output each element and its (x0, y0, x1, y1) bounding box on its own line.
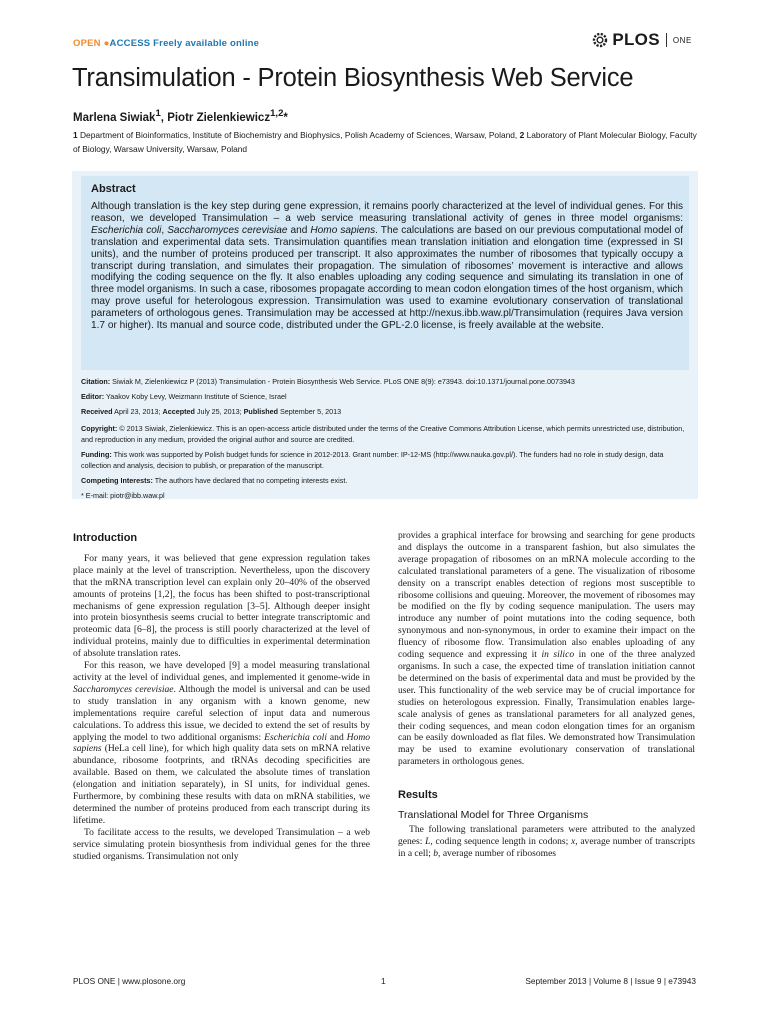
affiliations (73, 129, 701, 156)
author-affil-sup: 1 (155, 108, 161, 119)
copyright (81, 424, 693, 445)
text-span: (HeLa cell line), for which high quality data sets on mRNA relative abundance, ribosome footprints, and tRNAs decoding specificities are available. Based on them, we calculated the absolute times of translation (elongation and initiation separately), in SI units, for individual genes. Furthermore, by combining these results with data on mRNA stabilities, we determined the number of proteins produced from each transcript during its lifetime. (73, 743, 370, 826)
abstract-span: Although translation is the key step during gene expression, it remains poorly characterized at the level of individual genes. For this reason, we developed Transimulation – a web service measuring translational activity of genes in three model organisms: (91, 201, 683, 224)
author-affil-sup: 1,2 (270, 108, 284, 119)
organism-name: Saccharomyces cerevisiae (167, 224, 288, 236)
citation (81, 377, 693, 388)
funding (81, 450, 693, 471)
organism-name: Saccharomyces cerevisiae (73, 683, 174, 695)
open-access-banner (73, 38, 259, 49)
variable: x (570, 835, 576, 847)
received-date: April 23, 2013; (112, 407, 163, 416)
abstract-span: , (161, 224, 168, 236)
italic-term: in silico (541, 649, 575, 661)
affil-text: Laboratory of Plant Molecular Biology, Faculty of Biology, Warsaw University, Warsaw, Poland (73, 130, 697, 154)
text-span: provides a graphical interface for browsing and searching for gene products and displays the outcome in a transparent fashion, but also simulates the average propagation of ribosomes on an mRNA molecule according to the calculated translational parameters of a gene. The visualization of ribosome density on a transcript enables detection of regions most susceptible to ribosome collisions and queuing. Moreover, the movement of ribosomes may be modified on the fly by coding sequence manipulation. The users may introduce any number of point mutations into the coding sequence, both synonymous and non-synonymous, in order to examine their impact on the fluency of ribosome flow. Transimulation also enables uploading of any coding sequence and expressing it (398, 530, 695, 661)
paragraph (73, 660, 370, 827)
dates (81, 407, 693, 418)
text-span: and (327, 731, 347, 743)
organism-name: Homo sapiens (73, 731, 370, 755)
competing-interests (81, 476, 693, 487)
text-span: The following translational parameters were attributed to the analyzed genes: (398, 823, 695, 847)
one-wordmark: ONE (672, 35, 692, 45)
copyright-text: © 2013 Siwiak, Zielenkiewicz. This is an open-access article distributed under the terms of the Creative Commons Attribution License, which permits unrestricted use, distribution, and reproduction in any medium, provided the original author and source are credited. (81, 424, 685, 444)
variable: L (425, 835, 431, 847)
organism-name: Escherichia coli (91, 224, 162, 236)
left-column (73, 533, 370, 862)
published-label: Published (243, 407, 278, 416)
footer-journal: PLOS ONE | www.plosone.org (73, 976, 186, 986)
paragraph: To facilitate access to the results, we developed Transimulation – a web service simulating protein biosynthesis from individual genes for the three studied organisms. Transimulation not only (73, 826, 370, 862)
organism-name: Homo sapiens (310, 224, 376, 236)
text-span: , average number of transcripts in a cell; (398, 835, 695, 859)
affil-number: 2 (519, 130, 525, 140)
text-span: , coding sequence length in codons; (430, 835, 571, 847)
paragraph (398, 824, 695, 860)
citation-text: Siwiak M, Zielenkiewicz P (2013) Transimulation - Protein Biosynthesis Web Service. PLoS ONE 8(9): e73943. doi:10.1371/journal.pone.0073943 (110, 377, 575, 386)
copyright-label: Copyright: (81, 424, 118, 433)
footer-issue: September 2013 | Volume 8 | Issue 9 | e73943 (525, 976, 696, 986)
author-list (73, 108, 288, 124)
citation-label: Citation: (81, 377, 111, 386)
right-column (398, 530, 695, 860)
paragraph: For many years, it was believed that gene expression regulation takes place mainly at the level of transcription. Nevertheless, upon the discovery that the mRNA transcription level can explain only 20–40% of the observed amounts of proteins [1,2], the focus has been shifted to post-transcriptional mechanisms of gene expression regulation [3–5]. Although deeper insight into protein biosynthesis seems crucial to better integrate transcriptomic and proteomic data [6–8], the process is still poorly characterized at the level of individual proteins, mainly due to difficulties in experimental determination of absolute translation rates. (73, 552, 370, 660)
logo-divider (666, 33, 667, 47)
competing-text: The authors have declared that no competing interests exist. (152, 476, 348, 485)
editor (81, 392, 693, 403)
access-label: ACCESS (109, 38, 151, 49)
abstract-panel (81, 176, 689, 370)
abstract-span: . The calculations are based on our previous computational model of translation and experimental data sets. Transimulation quantifies mean translation initiation and elongation time (expressed in SI units), and the number of proteins produced per transcript. It also approximates the number of ribosomes that typically occupy a transcript during translation, and simulates their propagation. The simulation of ribosomes’ movement is interactive and allows modifying the coding sequence on the fly. It also enables uploading any coding sequence and simulating its translation in one of three model organisms. In such a case, ribosomes propagate according to mean codon elongation times of the host organism, which may prove useful for heterologous expression. Transimulation was used to examine evolutionary conservation of translational parameters of orthologous genes. Transimulation may be accessed at http://nexus.ibb.waw.pl/Transimulation (requires Java version 1.7 or higher). Its manual and source code, distributed under the GPL-2.0 license, is freely available at the website. (91, 224, 683, 332)
editor-text: Yaakov Koby Levy, Weizmann Institute of Science, Israel (104, 392, 287, 401)
editor-label: Editor: (81, 392, 105, 401)
corresponding-mark: * (283, 111, 288, 124)
open-access-lock-icon: ● (103, 38, 110, 49)
open-label: OPEN (73, 38, 101, 49)
text-span: For this reason, we have developed [9] a model measuring translational activity at the level of individual genes, and implemented it genome-wide in (73, 660, 370, 683)
affil-text: Department of Bioinformatics, Institute of Biochemistry and Biophysics, Polish Academy of Sciences, Warsaw, Poland, (80, 130, 520, 140)
competing-label: Competing Interests: (81, 476, 153, 485)
author-name: Piotr Zielenkiewicz (167, 111, 271, 124)
text-span: in one of the three analyzed organisms. In such a case, the expected time of translation initiation cannot be determined on the basis of experimental data and must be provided by the user. This functionality of the web service may be of crucial importance for studies on heterologous expression. Finally, Transimulation enables large-scale analysis of genes as translational parameters for all analyzed genes, their coding sequences, and mean codon elongation times for an organism can be easily downloaded as flat files. We demonstrated how Transimulation may be used to examine evolutionary conservation of translational parameters in orthologous genes. (398, 649, 695, 768)
accepted-date: July 25, 2013; (194, 407, 244, 416)
text-span: . Although the model is universal and can be used to study translation in any organism with a known genome, new implementations require careful selection of input data and numerous calculations. To address this issue, we decided to extend the set of results by applying the model to two additional organisms: (73, 683, 370, 743)
introduction-heading: Introduction (73, 532, 138, 544)
variable: b (433, 847, 439, 859)
text-span: , average number of ribosomes (438, 847, 557, 859)
subsection-heading: Translational Model for Three Organisms (398, 809, 589, 822)
results-heading: Results (398, 789, 438, 802)
article-title: Transimulation - Protein Biosynthesis Web Service (72, 64, 634, 92)
plos-one-logo (591, 30, 692, 50)
author-name: Marlena Siwiak (73, 111, 156, 124)
abstract-span: and (287, 224, 311, 236)
abstract-box (72, 171, 698, 499)
accepted-label: Accepted (162, 407, 195, 416)
email-link[interactable]: * E-mail: piotr@ibb.waw.pl (81, 491, 165, 500)
freely-available-label: Freely available online (153, 38, 260, 49)
author-separator: , (160, 111, 168, 124)
organism-name: Escherichia coli (264, 731, 327, 743)
funding-label: Funding: (81, 450, 112, 459)
published-date: September 5, 2013 (278, 407, 342, 416)
page-number: 1 (381, 976, 386, 986)
funding-text: This work was supported by Polish budget funds for science in 2012-2013. Grant number: IP-12-MS (http://www.nauka.gov.pl/). The funders had no role in study design, data collection and analysis, decision to publish, or preparation of the manuscript. (81, 450, 664, 470)
plos-wordmark: PLOS (612, 30, 660, 49)
affil-number: 1 (73, 130, 78, 140)
abstract-heading: Abstract (91, 183, 136, 195)
abstract-text (91, 201, 683, 332)
plos-gear-icon (591, 31, 609, 49)
received-label: Received (81, 407, 113, 416)
paragraph (398, 530, 695, 768)
